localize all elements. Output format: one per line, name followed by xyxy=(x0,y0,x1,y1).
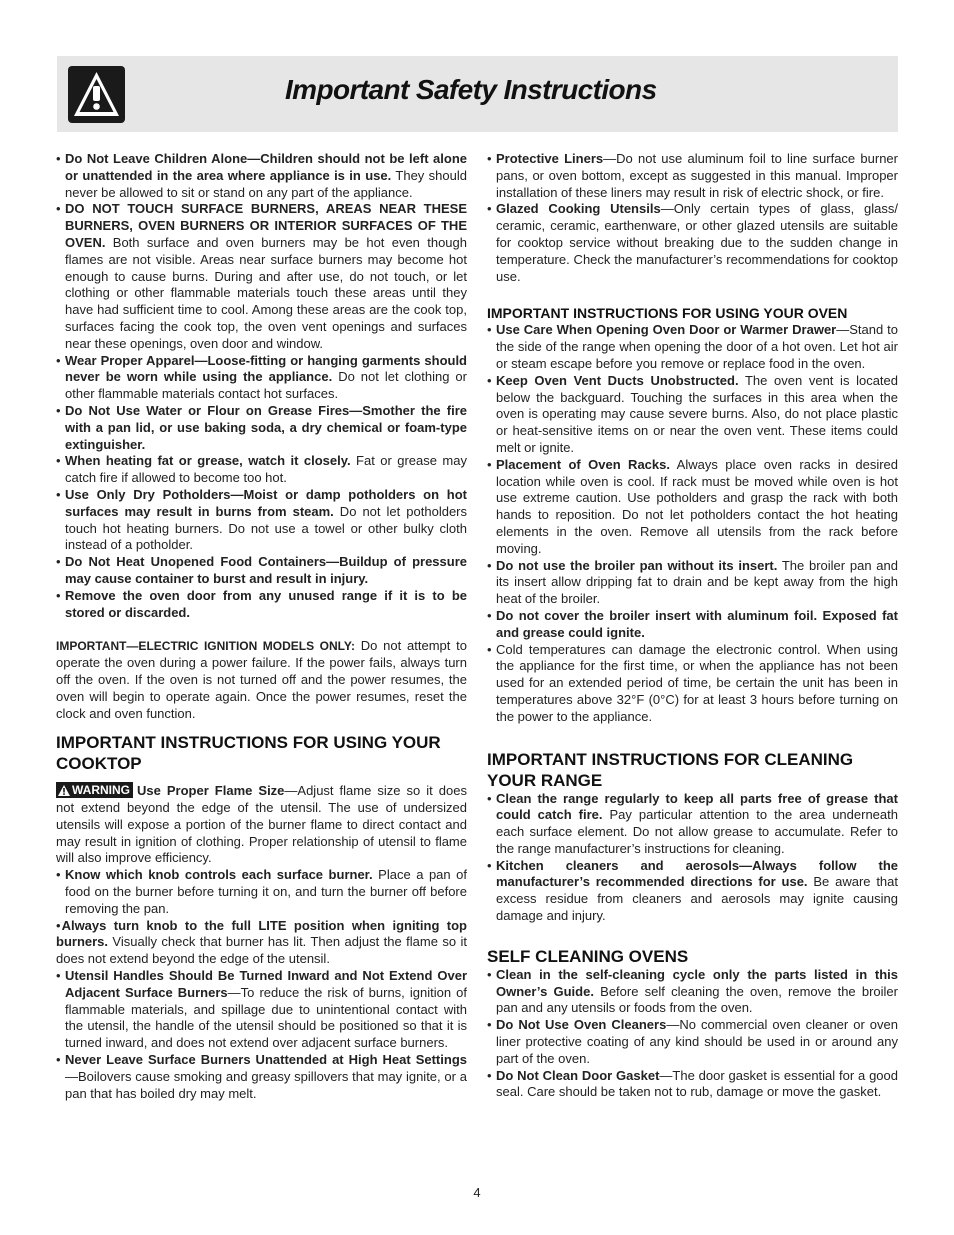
section-heading-cleaning: IMPORTANT INSTRUCTIONS FOR CLEANING YOUR RANGE xyxy=(487,749,854,790)
left-column xyxy=(56,151,467,1102)
list-item: • Clean the range regularly to keep all parts free of grease that could catch fire. Pay particular attention to the area underneath each surface element. Do not allow grease to accumulate. Refer to the range manufacturer’s instructions for cleaning. xyxy=(487,791,898,858)
list-item: • Do not use the broiler pan without its insert. The broiler pan and its insert allow dripping fat to drain and be kept away from the high heat of the broiler. xyxy=(487,558,898,608)
section-heading-cooktop: IMPORTANT INSTRUCTIONS FOR USING YOUR COOKTOP xyxy=(56,733,441,774)
section-heading-self-cleaning: SELF CLEANING OVENS xyxy=(487,946,689,966)
list-item: • Never Leave Surface Burners Unattended at High Heat Settings—Boilovers cause smoking and greasy spillovers that may ignite, or a pan that has boiled dry may melt. xyxy=(56,1052,467,1102)
list-item: • Wear Proper Apparel—Loose-fitting or hanging garments should never be worn while using the appliance. Do not let clothing or other flammable materials contact hot surfaces. xyxy=(56,353,467,403)
list-item: • Always turn knob to the full LITE position when igniting top burners. Visually check that burner has lit. Then adjust the flame so it does not extend beyond the edge of the utensil. xyxy=(56,918,467,968)
page-title: Important Safety Instructions xyxy=(285,74,657,105)
list-item: • Do Not Use Oven Cleaners—No commercial oven cleaner or oven liner protective coating of any kind should be used in or around any part of the oven. xyxy=(487,1017,898,1067)
right-column xyxy=(487,151,898,1101)
warning-triangle-icon xyxy=(58,785,70,796)
section-heading-oven: IMPORTANT INSTRUCTIONS FOR USING YOUR OVEN xyxy=(487,305,848,322)
warning-triangle-icon xyxy=(68,66,125,123)
list-item: • Remove the oven door from any unused range if it is to be stored or discarded. xyxy=(56,588,467,622)
list-item: • Keep Oven Vent Ducts Unobstructed. The oven vent is located below the backguard. Touching the surfaces in this area when the oven is operating may cause severe burns. Also, do not place plastic or heat-sensitive items on or near the oven vent. These items could melt or ignite. xyxy=(487,373,898,457)
list-item: • Utensil Handles Should Be Turned Inward and Not Extend Over Adjacent Surface Burners—To reduce the risk of burns, ignition of flammable materials, and spillage due to unintentional contact with the utensil, the handle of the utensil should be positioned so that it is turned inward, and does not extend over adjacent surface burners. xyxy=(56,968,467,1052)
list-item: • Use Care When Opening Oven Door or Warmer Drawer—Stand to the side of the range when opening the door of a hot oven. Let hot air or steam escape before you remove or replace food in the oven. xyxy=(487,322,898,372)
list-item: • Cold temperatures can damage the electronic control. When using the appliance for the first time, or when the appliance has not been used for an extended period of time, be certain the unit has been in temperatures above 32°F (0°C) for at least 3 hours before turning on the power to the appliance. xyxy=(487,642,898,726)
list-item: • Use Only Dry Potholders—Moist or damp potholders on hot surfaces may result in burns from steam. Do not let potholders touch hot heating burners. Do not use a towel or other bulky cloth instead of a potholder. xyxy=(56,487,467,554)
list-item: • Placement of Oven Racks. Always place oven racks in desired location while oven is cool. If rack must be moved while oven is hot use extreme caution. Use potholders and grasp the rack with both hands to reposition. Do not let potholders contact the hot heating elements in the oven. Remove all utensils from the rack before moving. xyxy=(487,457,898,558)
list-item: • Glazed Cooking Utensils—Only certain types of glass, glass/ ceramic, ceramic, earthenware, or other glazed utensils are suitable for cooktop service without breaking due to the sudden change in temperature. Check the manufacturer’s recommendations for cooktop use. xyxy=(487,201,898,285)
page-number: 4 xyxy=(473,1185,481,1200)
list-item: • Do Not Use Water or Flour on Grease Fires—Smother the fire with a pan lid, or use baking soda, a dry chemical or foam-type extinguisher. xyxy=(56,403,467,453)
list-item: • When heating fat or grease, watch it closely. Fat or grease may catch fire if allowed to become too hot. xyxy=(56,453,467,487)
list-item: • Do Not Leave Children Alone—Children should not be left alone or unattended in the area where appliance is in use. They should never be allowed to sit or stand on any part of the appliance. xyxy=(56,151,467,201)
list-item: • Kitchen cleaners and aerosols—Always follow the manufacturer’s recommended directions for use. Be aware that excess residue from cleaners and aerosols may ignite causing damage and injury. xyxy=(487,858,898,925)
list-item: • Do Not Clean Door Gasket—The door gasket is essential for a good seal. Care should be taken not to rub, damage or move the gasket. xyxy=(487,1068,898,1102)
warning-badge: WARNING xyxy=(56,782,133,798)
list-item: • Clean in the self-cleaning cycle only the parts listed in this Owner’s Guide. Before self cleaning the oven, remove the broiler pan and any utensils or foods from the oven. xyxy=(487,967,898,1017)
ignition-note: IMPORTANT—ELECTRIC IGNITION MODELS ONLY: Do not attempt to operate the oven during a power failure. If the power fails, always turn off the oven. If the oven is not turned off and the power resumes, the oven will begin to operate again. Once the power resumes, reset the clock and oven function. xyxy=(56,638,467,721)
list-item: • Do not cover the broiler insert with aluminum foil. Exposed fat and grease could ignite. xyxy=(487,608,898,642)
list-item: • Protective Liners—Do not use aluminum foil to line surface burner pans, or oven bottom, except as suggested in this manual. Improper installation of these liners may result in risk of electric shock, or fire. xyxy=(487,151,898,201)
list-item: • Know which knob controls each surface burner. Place a pan of food on the burner before turning it on, and turn the burner off before removing the pan. xyxy=(56,867,467,917)
list-item: • Do Not Heat Unopened Food Containers—Buildup of pressure may cause container to burst and result in injury. xyxy=(56,554,467,588)
flame-size-warning: WARNING Use Proper Flame Size—Adjust flame size so it does not extend beyond the edge of the utensil. The use of undersized utensils will expose a portion of the burner flame to direct contact and may result in ignition of clothing. Proper relationship of utensil to flame will also improve efficiency. xyxy=(56,783,467,866)
list-item: • DO NOT TOUCH SURFACE BURNERS, AREAS NEAR THESE BURNERS, OVEN BURNERS OR INTERIOR SURFACES OF THE OVEN. Both surface and oven burners may be hot even though flames are not visible. Areas near surface burners may become hot enough to cause burns. During and after use, do not touch, or let clothing or other flammable materials touch these areas until they have had sufficient time to cool. Among these areas are the cook top, surfaces facing the cook top, the oven vent openings and surfaces near these openings, oven door and window. xyxy=(56,201,467,352)
header-banner xyxy=(57,56,898,132)
